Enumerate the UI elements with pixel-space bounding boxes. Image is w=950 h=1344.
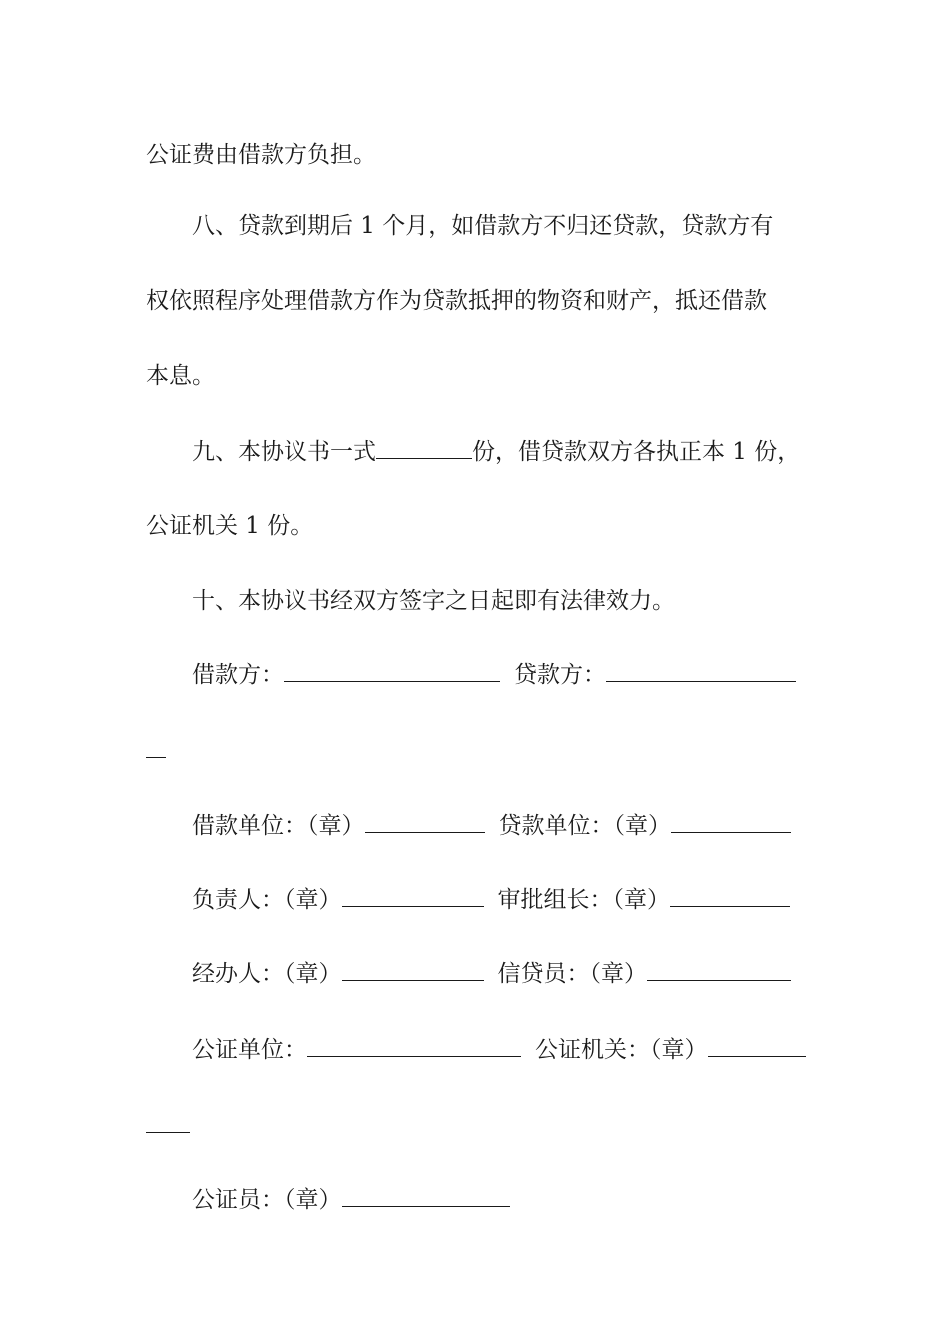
- notary-label: 公证员：（章）: [192, 1187, 342, 1213]
- signature-row-handlers: [192, 958, 791, 989]
- copies-count-blank[interactable]: [376, 436, 472, 459]
- person-in-charge-blank[interactable]: [342, 884, 484, 907]
- notary-unit-blank[interactable]: [307, 1034, 521, 1057]
- borrower-blank[interactable]: [284, 659, 500, 682]
- notary-unit-label: 公证单位：: [192, 1037, 307, 1063]
- paragraph-8-line-1: 八、贷款到期后 1 个月，如借款方不归还贷款，贷款方有: [192, 213, 774, 239]
- signature-row-notary-officer: [192, 1184, 510, 1215]
- paragraph-8-line-2: 权依照程序处理借款方作为贷款抵押的物资和财产，抵还借款: [146, 288, 767, 314]
- approval-leader-blank[interactable]: [670, 884, 790, 907]
- handler-blank[interactable]: [342, 958, 484, 981]
- signature-row-leaders: [192, 884, 790, 915]
- paragraph-9-text-b: 份，借贷款双方各执正本 1 份，: [472, 439, 801, 465]
- notary-office-blank[interactable]: [708, 1034, 806, 1057]
- paragraph-7-continuation: 公证费由借款方负担。: [146, 142, 376, 168]
- notary-office-blank-wrap: [146, 1110, 190, 1141]
- notary-office-label: 公证机关：（章）: [535, 1037, 708, 1063]
- lender-label: 贷款方：: [514, 662, 606, 688]
- paragraph-9-line-1: [192, 436, 800, 467]
- lender-unit-blank[interactable]: [671, 810, 791, 833]
- paragraph-8-line-3: 本息。: [146, 363, 215, 389]
- lender-blank-wrap: [146, 735, 166, 766]
- approval-leader-label: 审批组长：（章）: [497, 887, 670, 913]
- handler-label: 经办人：（章）: [192, 961, 342, 987]
- borrower-label: 借款方：: [192, 662, 284, 688]
- paragraph-9-text-a: 九、本协议书一式: [192, 439, 376, 465]
- signature-row-parties: [192, 659, 796, 690]
- notary-blank[interactable]: [342, 1184, 510, 1207]
- borrower-unit-label: 借款单位：（章）: [192, 813, 365, 839]
- lender-unit-label: 贷款单位：（章）: [498, 813, 671, 839]
- lender-blank[interactable]: [606, 659, 796, 682]
- signature-row-notary: [192, 1034, 806, 1065]
- person-in-charge-label: 负责人：（章）: [192, 887, 342, 913]
- notary-office-blank-continuation[interactable]: [146, 1110, 190, 1133]
- credit-officer-blank[interactable]: [647, 958, 791, 981]
- credit-officer-label: 信贷员：（章）: [497, 961, 647, 987]
- paragraph-10: 十、本协议书经双方签字之日起即有法律效力。: [192, 588, 675, 614]
- signature-row-units: [192, 810, 791, 841]
- lender-blank-continuation[interactable]: [146, 735, 166, 758]
- paragraph-9-line-2: 公证机关 1 份。: [146, 513, 314, 539]
- borrower-unit-blank[interactable]: [365, 810, 485, 833]
